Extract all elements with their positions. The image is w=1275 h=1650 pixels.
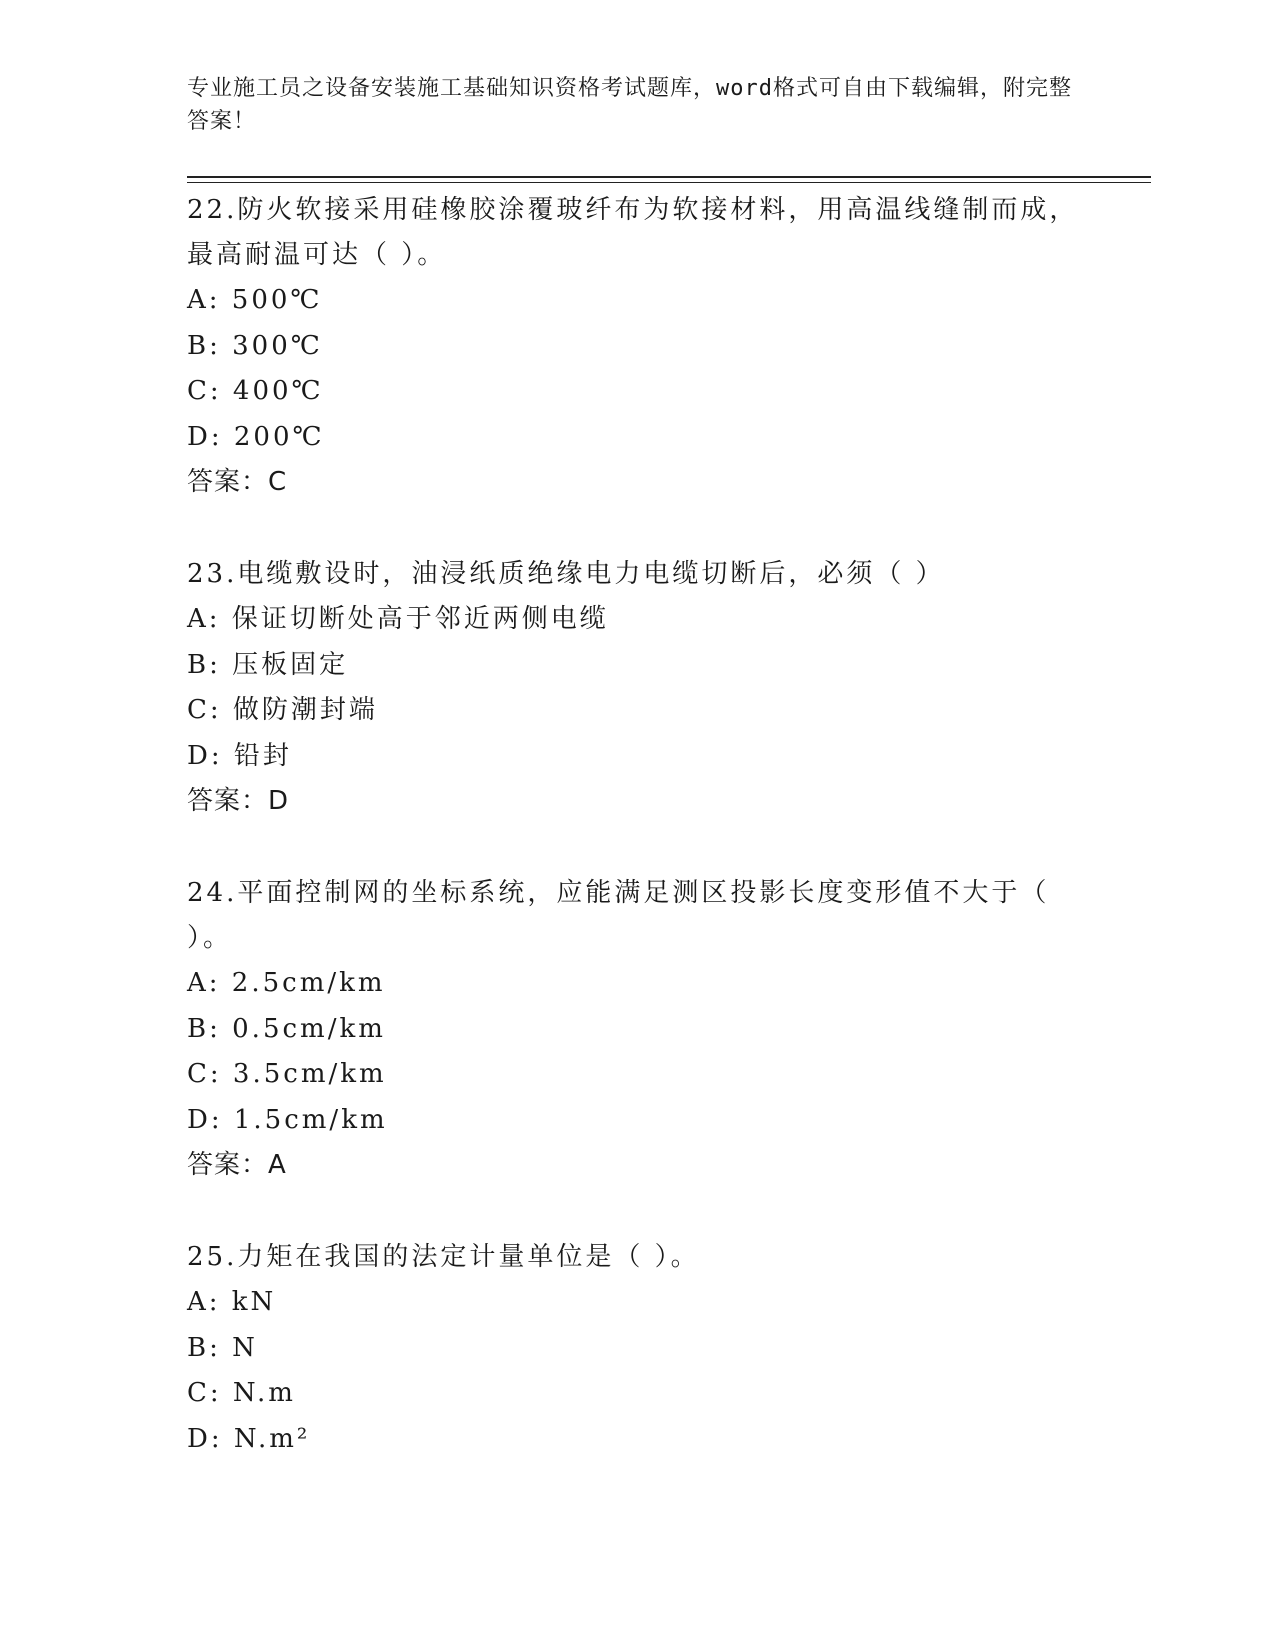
option-c: C: N.m (187, 1378, 296, 1408)
option-d: D: 1.5cm/km (187, 1104, 388, 1135)
header-rule-bottom (187, 182, 1151, 183)
question-stem: 24.平面控制网的坐标系统，应能满足测区投影长度变形值不大于（ ）。 (187, 878, 1050, 953)
document-header: 专业施工员之设备安装施工基础知识资格考试题库，word格式可自由下载编辑，附完整答案！ (187, 76, 1072, 134)
answer-line: 答案：C (187, 467, 288, 497)
question-gap (187, 1188, 1087, 1235)
question-24 (187, 871, 1087, 1188)
option-d: D: 200℃ (187, 421, 325, 452)
question-stem: 23.电缆敷设时，油浸纸质绝缘电力电缆切断后，必须（ ） (187, 559, 945, 589)
question-23 (187, 552, 1087, 824)
question-stem: 22.防火软接采用硅橡胶涂覆玻纤布为软接材料，用高温线缝制而成，最高耐温可达（ ）。 (187, 195, 1079, 270)
option-b: B: 0.5cm/km (187, 1013, 386, 1044)
answer-line: 答案：D (187, 786, 290, 816)
option-a: A: 2.5cm/km (187, 968, 386, 998)
option-c: C: 3.5cm/km (187, 1059, 387, 1089)
option-a: A: 500℃ (187, 285, 323, 315)
option-b: B: 300℃ (187, 330, 323, 361)
option-b: B: 压板固定 (187, 649, 349, 680)
question-25 (187, 1235, 1087, 1462)
option-a: A: 保证切断处高于邻近两侧电缆 (187, 604, 609, 634)
option-a: A: kN (187, 1287, 277, 1317)
option-b: B: N (187, 1332, 258, 1363)
question-list (187, 188, 1087, 1462)
option-c: C: 做防潮封端 (187, 695, 378, 725)
answer-line: 答案：A (187, 1150, 287, 1180)
header-rule-top (187, 176, 1151, 178)
question-stem: 25.力矩在我国的法定计量单位是（ ）。 (187, 1242, 700, 1272)
option-c: C: 400℃ (187, 376, 324, 406)
option-d: D: N.m² (187, 1423, 311, 1454)
option-d: D: 铅封 (187, 740, 292, 771)
question-gap (187, 505, 1087, 552)
question-22 (187, 188, 1087, 505)
question-gap (187, 824, 1087, 871)
